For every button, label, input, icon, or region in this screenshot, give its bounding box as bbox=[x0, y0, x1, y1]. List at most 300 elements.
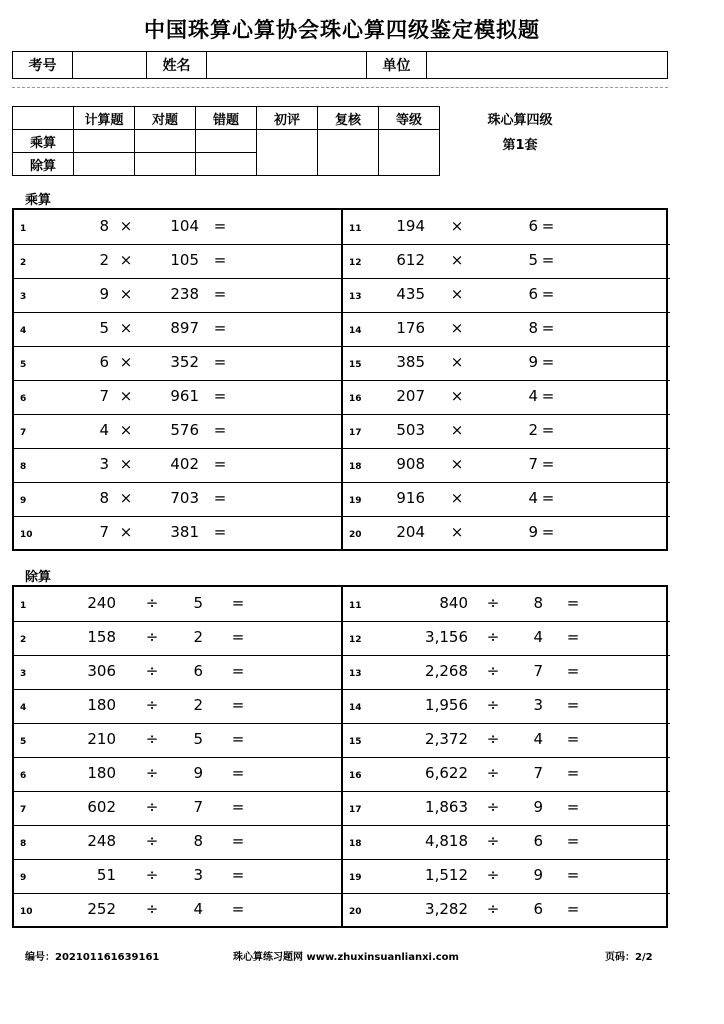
answer-blank[interactable] bbox=[252, 761, 334, 787]
name-field bbox=[207, 52, 367, 78]
operand-a: 1,863 bbox=[425, 798, 468, 816]
cut-line bbox=[12, 87, 668, 88]
equals-sign: = bbox=[566, 628, 580, 646]
equals-sign: = bbox=[541, 251, 555, 269]
operand-b: 6 bbox=[193, 662, 203, 680]
name-label: 姓名 bbox=[147, 52, 207, 78]
answer-blank[interactable] bbox=[252, 727, 334, 753]
operand-b: 6 bbox=[533, 900, 543, 918]
problem-number: 6 bbox=[20, 771, 27, 781]
row-label-multiplication: 乘算 bbox=[13, 130, 74, 153]
problem-number: 16 bbox=[349, 394, 362, 404]
equals-sign: = bbox=[231, 628, 245, 646]
answer-blank[interactable] bbox=[234, 248, 334, 274]
operand-b: 9 bbox=[533, 798, 543, 816]
operator-sign: ÷ bbox=[486, 798, 500, 816]
operand-a: 158 bbox=[87, 628, 116, 646]
operator-sign: × bbox=[119, 489, 133, 507]
operator-sign: ÷ bbox=[486, 662, 500, 680]
operand-b: 4 bbox=[528, 387, 538, 405]
operand-a: 176 bbox=[396, 319, 425, 337]
problem-number: 4 bbox=[20, 703, 27, 713]
equals-sign: = bbox=[541, 217, 555, 235]
score-cell bbox=[74, 130, 135, 153]
problem-row bbox=[343, 587, 670, 622]
footer-site: 珠心算练习题网 www.zhuxinsuanlianxi.com bbox=[233, 952, 459, 963]
problem-number: 17 bbox=[349, 805, 362, 815]
equals-sign: = bbox=[541, 489, 555, 507]
equals-sign: = bbox=[566, 900, 580, 918]
problem-number: 18 bbox=[349, 839, 362, 849]
problem-number: 3 bbox=[20, 292, 27, 302]
operand-a: 207 bbox=[396, 387, 425, 405]
operand-b: 576 bbox=[170, 421, 199, 439]
operator-sign: ÷ bbox=[145, 832, 159, 850]
operand-b: 9 bbox=[193, 764, 203, 782]
problem-row bbox=[343, 448, 670, 483]
equals-sign: = bbox=[231, 594, 245, 612]
operand-b: 9 bbox=[528, 523, 538, 541]
header-first-review: 初评 bbox=[257, 107, 318, 130]
division-section-title: 除算 bbox=[25, 570, 52, 585]
score-table-corner bbox=[13, 107, 74, 130]
operator-sign: × bbox=[450, 217, 464, 235]
score-cell bbox=[135, 130, 196, 153]
problem-row bbox=[14, 825, 341, 860]
problem-row bbox=[343, 859, 670, 894]
problem-number: 14 bbox=[349, 326, 362, 336]
problem-number: 8 bbox=[20, 462, 27, 472]
multiplication-grid bbox=[12, 208, 668, 551]
operand-a: 612 bbox=[396, 251, 425, 269]
problem-row bbox=[14, 380, 341, 415]
problem-row bbox=[14, 689, 341, 724]
equals-sign: = bbox=[213, 523, 227, 541]
problem-row bbox=[343, 621, 670, 656]
operand-b: 3 bbox=[533, 696, 543, 714]
operand-b: 9 bbox=[528, 353, 538, 371]
operator-sign: × bbox=[450, 251, 464, 269]
answer-blank[interactable] bbox=[234, 350, 334, 376]
answer-blank[interactable] bbox=[562, 316, 663, 342]
header-wrong: 错题 bbox=[196, 107, 257, 130]
operand-b: 4 bbox=[533, 730, 543, 748]
answer-blank[interactable] bbox=[587, 897, 663, 923]
equals-sign: = bbox=[541, 455, 555, 473]
level-info bbox=[455, 108, 585, 158]
answer-blank[interactable] bbox=[562, 214, 663, 240]
header-correct: 对题 bbox=[135, 107, 196, 130]
operator-sign: × bbox=[450, 455, 464, 473]
operator-sign: × bbox=[450, 523, 464, 541]
operand-a: 306 bbox=[87, 662, 116, 680]
operand-b: 8 bbox=[533, 594, 543, 612]
problem-row bbox=[343, 482, 670, 517]
operand-a: 252 bbox=[87, 900, 116, 918]
problem-number: 14 bbox=[349, 703, 362, 713]
operand-b: 7 bbox=[528, 455, 538, 473]
problem-number: 2 bbox=[20, 258, 27, 268]
problem-number: 1 bbox=[20, 224, 27, 234]
operator-sign: × bbox=[450, 319, 464, 337]
score-cell bbox=[74, 153, 135, 176]
operator-sign: ÷ bbox=[145, 900, 159, 918]
problem-number: 4 bbox=[20, 326, 27, 336]
operand-a: 4 bbox=[99, 421, 109, 439]
operator-sign: × bbox=[450, 353, 464, 371]
equals-sign: = bbox=[566, 696, 580, 714]
answer-blank[interactable] bbox=[234, 520, 334, 546]
operand-b: 7 bbox=[533, 764, 543, 782]
operand-a: 1,956 bbox=[425, 696, 468, 714]
problem-row bbox=[14, 346, 341, 381]
problem-row bbox=[14, 723, 341, 758]
operand-a: 180 bbox=[87, 696, 116, 714]
score-table bbox=[12, 106, 440, 176]
problem-number: 19 bbox=[349, 873, 362, 883]
operand-b: 7 bbox=[193, 798, 203, 816]
candidate-info-bar bbox=[12, 51, 668, 79]
operator-sign: × bbox=[119, 523, 133, 541]
operator-sign: ÷ bbox=[486, 866, 500, 884]
division-left-column bbox=[14, 587, 341, 926]
answer-blank[interactable] bbox=[234, 282, 334, 308]
answer-blank[interactable] bbox=[562, 350, 663, 376]
equals-sign: = bbox=[541, 523, 555, 541]
score-cell bbox=[196, 153, 257, 176]
operand-b: 8 bbox=[193, 832, 203, 850]
operator-sign: × bbox=[119, 387, 133, 405]
equals-sign: = bbox=[213, 217, 227, 235]
equals-sign: = bbox=[541, 421, 555, 439]
answer-blank[interactable] bbox=[234, 418, 334, 444]
operand-b: 4 bbox=[193, 900, 203, 918]
operator-sign: ÷ bbox=[486, 900, 500, 918]
operand-a: 840 bbox=[439, 594, 468, 612]
multiplication-section-title: 乘算 bbox=[25, 193, 52, 208]
problem-row bbox=[343, 516, 670, 550]
operand-a: 602 bbox=[87, 798, 116, 816]
problem-row bbox=[14, 587, 341, 622]
exam-no-field bbox=[73, 52, 147, 78]
problem-number: 10 bbox=[20, 530, 33, 540]
operand-b: 4 bbox=[533, 628, 543, 646]
operator-sign: × bbox=[119, 217, 133, 235]
header-recheck: 复核 bbox=[318, 107, 379, 130]
answer-blank[interactable] bbox=[587, 829, 663, 855]
operand-a: 2 bbox=[99, 251, 109, 269]
operand-a: 180 bbox=[87, 764, 116, 782]
operand-b: 2 bbox=[528, 421, 538, 439]
problem-row bbox=[14, 482, 341, 517]
operator-sign: × bbox=[450, 387, 464, 405]
operator-sign: ÷ bbox=[145, 628, 159, 646]
equals-sign: = bbox=[231, 730, 245, 748]
problem-row bbox=[14, 757, 341, 792]
equals-sign: = bbox=[213, 455, 227, 473]
equals-sign: = bbox=[213, 319, 227, 337]
operator-sign: ÷ bbox=[145, 594, 159, 612]
problem-row bbox=[14, 312, 341, 347]
problem-row bbox=[343, 825, 670, 860]
operator-sign: ÷ bbox=[486, 594, 500, 612]
problem-number: 6 bbox=[20, 394, 27, 404]
multiplication-right-column bbox=[343, 210, 670, 549]
problem-number: 10 bbox=[20, 907, 33, 917]
equals-sign: = bbox=[566, 798, 580, 816]
answer-blank[interactable] bbox=[587, 693, 663, 719]
equals-sign: = bbox=[213, 489, 227, 507]
operator-sign: × bbox=[119, 455, 133, 473]
header-grade: 等级 bbox=[379, 107, 440, 130]
unit-label: 单位 bbox=[367, 52, 427, 78]
problem-number: 19 bbox=[349, 496, 362, 506]
operand-b: 961 bbox=[170, 387, 199, 405]
problem-row bbox=[343, 210, 670, 245]
operand-a: 6 bbox=[99, 353, 109, 371]
operator-sign: ÷ bbox=[145, 866, 159, 884]
problem-number: 13 bbox=[349, 669, 362, 679]
equals-sign: = bbox=[231, 764, 245, 782]
equals-sign: = bbox=[213, 353, 227, 371]
problem-number: 3 bbox=[20, 669, 27, 679]
equals-sign: = bbox=[566, 594, 580, 612]
answer-blank[interactable] bbox=[587, 863, 663, 889]
operator-sign: × bbox=[450, 421, 464, 439]
operator-sign: × bbox=[450, 489, 464, 507]
operand-b: 6 bbox=[528, 217, 538, 235]
equals-sign: = bbox=[213, 251, 227, 269]
operand-b: 5 bbox=[528, 251, 538, 269]
operand-b: 238 bbox=[170, 285, 199, 303]
operand-a: 2,268 bbox=[425, 662, 468, 680]
problem-row bbox=[14, 516, 341, 550]
answer-blank[interactable] bbox=[234, 452, 334, 478]
answer-blank[interactable] bbox=[562, 282, 663, 308]
answer-blank[interactable] bbox=[252, 625, 334, 651]
answer-blank[interactable] bbox=[252, 693, 334, 719]
operator-sign: ÷ bbox=[145, 662, 159, 680]
problem-row bbox=[343, 312, 670, 347]
operand-b: 6 bbox=[528, 285, 538, 303]
answer-blank[interactable] bbox=[562, 452, 663, 478]
answer-blank[interactable] bbox=[587, 659, 663, 685]
footer-page: 页码：2/2 bbox=[605, 952, 653, 963]
operand-a: 248 bbox=[87, 832, 116, 850]
problem-number: 12 bbox=[349, 258, 362, 268]
equals-sign: = bbox=[213, 285, 227, 303]
operator-sign: ÷ bbox=[486, 696, 500, 714]
equals-sign: = bbox=[566, 764, 580, 782]
problem-row bbox=[343, 278, 670, 313]
level-name: 珠心算四级 bbox=[487, 113, 553, 128]
operand-a: 9 bbox=[99, 285, 109, 303]
operand-b: 5 bbox=[193, 594, 203, 612]
problem-number: 16 bbox=[349, 771, 362, 781]
problem-row bbox=[14, 791, 341, 826]
problem-row bbox=[343, 244, 670, 279]
division-grid bbox=[12, 585, 668, 928]
problem-row bbox=[14, 655, 341, 690]
operand-a: 385 bbox=[396, 353, 425, 371]
answer-blank[interactable] bbox=[562, 248, 663, 274]
problem-number: 15 bbox=[349, 360, 362, 370]
equals-sign: = bbox=[541, 353, 555, 371]
operand-a: 194 bbox=[396, 217, 425, 235]
equals-sign: = bbox=[541, 319, 555, 337]
operand-b: 2 bbox=[193, 696, 203, 714]
problem-row bbox=[14, 859, 341, 894]
operand-b: 5 bbox=[193, 730, 203, 748]
first-review-cell bbox=[257, 130, 318, 176]
operand-a: 240 bbox=[87, 594, 116, 612]
problem-number: 9 bbox=[20, 873, 27, 883]
operand-b: 3 bbox=[193, 866, 203, 884]
answer-blank[interactable] bbox=[562, 384, 663, 410]
problem-row bbox=[14, 448, 341, 483]
operand-a: 6,622 bbox=[425, 764, 468, 782]
operator-sign: ÷ bbox=[145, 730, 159, 748]
answer-blank[interactable] bbox=[252, 659, 334, 685]
problem-row bbox=[343, 655, 670, 690]
answer-blank[interactable] bbox=[234, 214, 334, 240]
operator-sign: × bbox=[119, 319, 133, 337]
operand-b: 105 bbox=[170, 251, 199, 269]
operator-sign: ÷ bbox=[486, 764, 500, 782]
operand-a: 3,156 bbox=[425, 628, 468, 646]
set-number: 第1套 bbox=[502, 138, 538, 153]
operand-b: 352 bbox=[170, 353, 199, 371]
problem-row bbox=[14, 244, 341, 279]
operand-b: 6 bbox=[533, 832, 543, 850]
equals-sign: = bbox=[541, 285, 555, 303]
operand-a: 3,282 bbox=[425, 900, 468, 918]
equals-sign: = bbox=[231, 900, 245, 918]
problem-row bbox=[343, 723, 670, 758]
problem-row bbox=[343, 791, 670, 826]
answer-blank[interactable] bbox=[587, 795, 663, 821]
problem-number: 18 bbox=[349, 462, 362, 472]
operand-b: 703 bbox=[170, 489, 199, 507]
operator-sign: × bbox=[119, 285, 133, 303]
answer-blank[interactable] bbox=[252, 863, 334, 889]
problem-row bbox=[14, 414, 341, 449]
score-cell bbox=[196, 130, 257, 153]
equals-sign: = bbox=[231, 662, 245, 680]
equals-sign: = bbox=[566, 866, 580, 884]
operand-a: 4,818 bbox=[425, 832, 468, 850]
answer-blank[interactable] bbox=[252, 591, 334, 617]
answer-blank[interactable] bbox=[587, 591, 663, 617]
problem-number: 20 bbox=[349, 530, 362, 540]
operand-a: 916 bbox=[396, 489, 425, 507]
operand-b: 897 bbox=[170, 319, 199, 337]
problem-number: 11 bbox=[349, 224, 362, 234]
answer-blank[interactable] bbox=[252, 795, 334, 821]
problem-number: 20 bbox=[349, 907, 362, 917]
operator-sign: ÷ bbox=[145, 764, 159, 782]
operand-a: 7 bbox=[99, 523, 109, 541]
answer-blank[interactable] bbox=[234, 486, 334, 512]
answer-blank[interactable] bbox=[587, 625, 663, 651]
operand-a: 210 bbox=[87, 730, 116, 748]
problem-row bbox=[343, 346, 670, 381]
problem-number: 17 bbox=[349, 428, 362, 438]
operator-sign: ÷ bbox=[145, 696, 159, 714]
equals-sign: = bbox=[231, 832, 245, 850]
equals-sign: = bbox=[566, 832, 580, 850]
multiplication-left-column bbox=[14, 210, 341, 549]
equals-sign: = bbox=[231, 798, 245, 816]
grade-cell bbox=[379, 130, 440, 176]
equals-sign: = bbox=[213, 421, 227, 439]
operand-a: 435 bbox=[396, 285, 425, 303]
problem-row bbox=[343, 689, 670, 724]
operand-a: 2,372 bbox=[425, 730, 468, 748]
problem-number: 7 bbox=[20, 805, 27, 815]
problem-row bbox=[343, 893, 670, 927]
row-label-division: 除算 bbox=[13, 153, 74, 176]
operator-sign: × bbox=[119, 421, 133, 439]
page-title: 中国珠算心算协会珠心算四级鉴定模拟题 bbox=[144, 18, 540, 42]
answer-blank[interactable] bbox=[234, 384, 334, 410]
header-calc: 计算题 bbox=[74, 107, 135, 130]
answer-blank[interactable] bbox=[587, 761, 663, 787]
operand-a: 908 bbox=[396, 455, 425, 473]
answer-blank[interactable] bbox=[562, 520, 663, 546]
operand-a: 204 bbox=[396, 523, 425, 541]
problem-row bbox=[14, 278, 341, 313]
answer-blank[interactable] bbox=[562, 418, 663, 444]
answer-blank[interactable] bbox=[252, 829, 334, 855]
problem-number: 9 bbox=[20, 496, 27, 506]
operand-b: 8 bbox=[528, 319, 538, 337]
problem-row bbox=[343, 380, 670, 415]
operand-a: 51 bbox=[96, 866, 116, 884]
division-right-column bbox=[343, 587, 670, 926]
operand-b: 381 bbox=[170, 523, 199, 541]
problem-row bbox=[14, 893, 341, 927]
equals-sign: = bbox=[541, 387, 555, 405]
operand-b: 104 bbox=[170, 217, 199, 235]
answer-blank[interactable] bbox=[234, 316, 334, 342]
answer-blank[interactable] bbox=[587, 727, 663, 753]
problem-number: 13 bbox=[349, 292, 362, 302]
answer-blank[interactable] bbox=[252, 897, 334, 923]
exam-no-label: 考号 bbox=[13, 52, 73, 78]
operator-sign: × bbox=[119, 251, 133, 269]
answer-blank[interactable] bbox=[562, 486, 663, 512]
operand-a: 503 bbox=[396, 421, 425, 439]
operand-b: 9 bbox=[533, 866, 543, 884]
problem-number: 5 bbox=[20, 737, 27, 747]
operand-b: 4 bbox=[528, 489, 538, 507]
problem-row bbox=[14, 210, 341, 245]
problem-number: 11 bbox=[349, 601, 362, 611]
operator-sign: ÷ bbox=[486, 628, 500, 646]
problem-row bbox=[343, 757, 670, 792]
unit-field bbox=[427, 52, 667, 78]
operator-sign: × bbox=[119, 353, 133, 371]
operand-a: 8 bbox=[99, 489, 109, 507]
operator-sign: × bbox=[450, 285, 464, 303]
operand-b: 7 bbox=[533, 662, 543, 680]
operator-sign: ÷ bbox=[486, 730, 500, 748]
equals-sign: = bbox=[231, 696, 245, 714]
operator-sign: ÷ bbox=[145, 798, 159, 816]
problem-row bbox=[343, 414, 670, 449]
score-cell bbox=[135, 153, 196, 176]
